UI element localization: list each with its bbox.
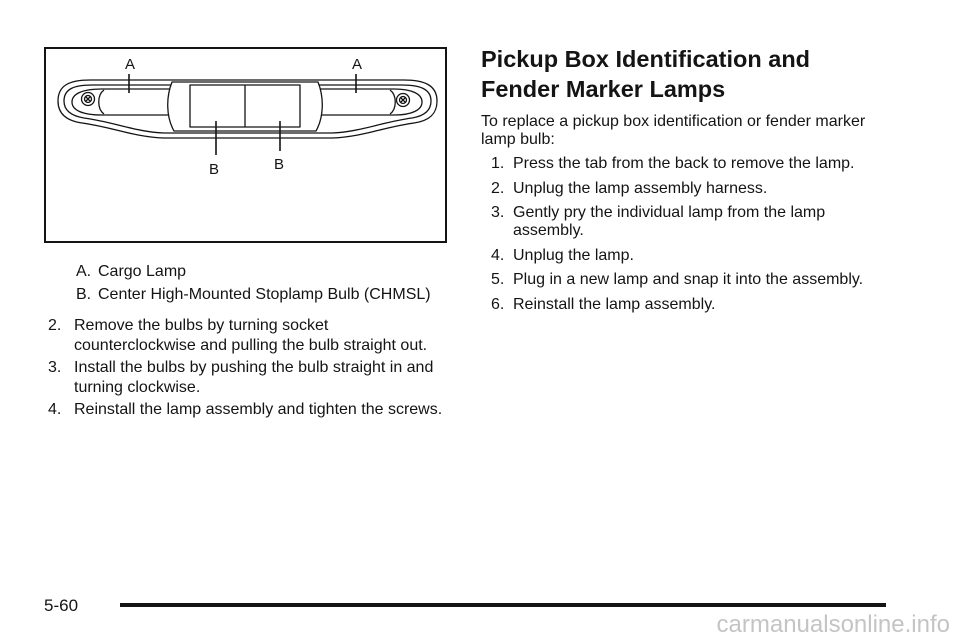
section-intro: To replace a pickup box identification or fender marker lamp bulb:	[481, 113, 866, 148]
step-text: Unplug the lamp assembly harness.	[513, 179, 768, 197]
legend-item	[76, 285, 458, 305]
list-item	[48, 358, 449, 397]
step-number: 2.	[491, 179, 505, 197]
lamp-diagram	[46, 49, 445, 241]
page-number: 5-60	[44, 596, 79, 615]
figure-legend	[76, 262, 458, 307]
legend-item	[76, 262, 458, 282]
step-number: 2.	[48, 317, 62, 334]
bulb-socket-left-cross	[86, 97, 91, 102]
callout-label-b-left: B	[208, 161, 220, 178]
legend-text: Center High-Mounted Stoplamp Bulb (CHMSL)	[98, 285, 431, 303]
legend-key: B.	[76, 285, 92, 303]
callout-label-a-right: A	[351, 56, 363, 73]
step-number: 5.	[491, 271, 505, 288]
callout-label-a-left: A	[124, 56, 136, 73]
step-text: Remove the bulbs by turning socket counterclockwise and pulling the bulb straight out.	[74, 317, 428, 354]
lens-divider-left	[99, 90, 104, 114]
lens-divider-right	[390, 90, 395, 114]
step-text: Reinstall the lamp assembly.	[513, 295, 716, 313]
list-item	[491, 271, 881, 289]
bulb-socket-right-cross	[401, 98, 406, 103]
step-number: 4.	[491, 246, 505, 264]
step-text: Install the bulbs by pushing the bulb straight in and turning clockwise.	[74, 359, 434, 396]
left-step-list	[48, 316, 449, 423]
list-item	[491, 204, 881, 240]
list-item	[491, 296, 881, 314]
step-number: 3.	[48, 359, 62, 376]
step-text: Reinstall the lamp assembly and tighten the screws.	[74, 401, 443, 418]
lamp-assembly-drawing	[58, 80, 437, 138]
list-item	[491, 247, 881, 265]
step-number: 4.	[48, 401, 62, 418]
callout-label-b-right: B	[273, 156, 285, 173]
list-item	[48, 316, 449, 355]
list-item	[491, 180, 881, 198]
list-item	[491, 155, 881, 173]
step-number: 6.	[491, 295, 505, 313]
step-text: Unplug the lamp.	[513, 246, 634, 264]
step-text: Plug in a new lamp and snap it into the assembly.	[513, 271, 864, 288]
watermark: carmanualsonline.info	[716, 611, 950, 638]
step-number: 1.	[491, 155, 505, 172]
step-number: 3.	[491, 204, 505, 221]
legend-key: A.	[76, 263, 92, 280]
list-item	[48, 400, 449, 420]
step-text: Press the tab from the back to remove the lamp.	[513, 155, 855, 172]
legend-text: Cargo Lamp	[98, 263, 187, 280]
lamp-figure	[44, 47, 447, 243]
footer-rule	[120, 603, 886, 607]
right-step-list	[491, 155, 881, 320]
section-heading: Pickup Box Identification and Fender Marker Lamps	[481, 46, 811, 102]
step-text: Gently pry the individual lamp from the lamp assembly.	[513, 204, 826, 239]
